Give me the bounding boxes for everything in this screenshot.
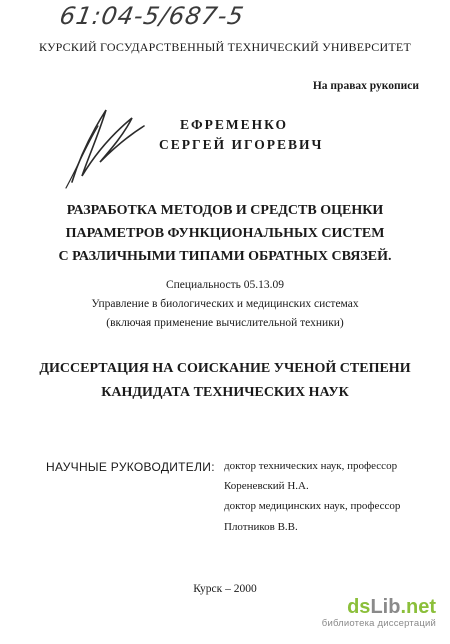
watermark-logo xyxy=(298,596,436,618)
specialty-block xyxy=(0,276,450,333)
supervisors-label: НАУЧНЫЕ РУКОВОДИТЕЛИ: xyxy=(46,460,215,474)
university-name: КУРСКИЙ ГОСУДАРСТВЕННЫЙ ТЕХНИЧЕСКИЙ УНИВЕРСИТЕТ xyxy=(39,40,411,54)
specialty-code: Специальность 05.13.09 xyxy=(165,279,285,291)
specialty-field: Управление в биологических и медицинских системах xyxy=(91,298,359,310)
dissertation-title xyxy=(0,199,450,268)
supervisor-line: доктор медицинских наук, профессор xyxy=(224,500,401,512)
watermark-caption: библиотека диссертаций xyxy=(321,618,436,629)
city-year: Курск – 2000 xyxy=(193,583,257,595)
watermark-logo-lib: Lib xyxy=(370,596,401,618)
rights-note: На правах рукописи xyxy=(312,80,419,92)
author-surname: ЕФРЕМЕНКО xyxy=(180,117,289,132)
supervisor-line: доктор технических наук, профессор xyxy=(224,460,398,472)
specialty-note: (включая применение вычислительной техники) xyxy=(106,317,344,329)
watermark-logo-net: .net xyxy=(400,596,436,618)
thesis-degree xyxy=(0,357,450,405)
supervisor-line: Плотников В.В. xyxy=(224,521,298,533)
author-name-patronymic: СЕРГЕЙ ИГОРЕВИЧ xyxy=(159,137,324,152)
thesis-line: ДИССЕРТАЦИЯ НА СОИСКАНИЕ УЧЕНОЙ СТЕПЕНИ xyxy=(39,361,411,376)
watermark-logo-ds: ds xyxy=(347,596,371,618)
handwritten-catalog-code: 61:04-5/687-5 xyxy=(57,2,247,30)
supervisor-line: Кореневский Н.А. xyxy=(224,480,309,492)
dslib-watermark xyxy=(298,596,436,636)
title-line: С РАЗЛИЧНЫМИ ТИПАМИ ОБРАТНЫХ СВЯЗЕЙ. xyxy=(58,249,392,264)
signature-image xyxy=(58,96,148,192)
thesis-line: КАНДИДАТА ТЕХНИЧЕСКИХ НАУК xyxy=(101,385,349,400)
title-line: ПАРАМЕТРОВ ФУНКЦИОНАЛЬНЫХ СИСТЕМ xyxy=(65,226,385,241)
title-line: РАЗРАБОТКА МЕТОДОВ И СРЕДСТВ ОЦЕНКИ xyxy=(66,203,384,218)
